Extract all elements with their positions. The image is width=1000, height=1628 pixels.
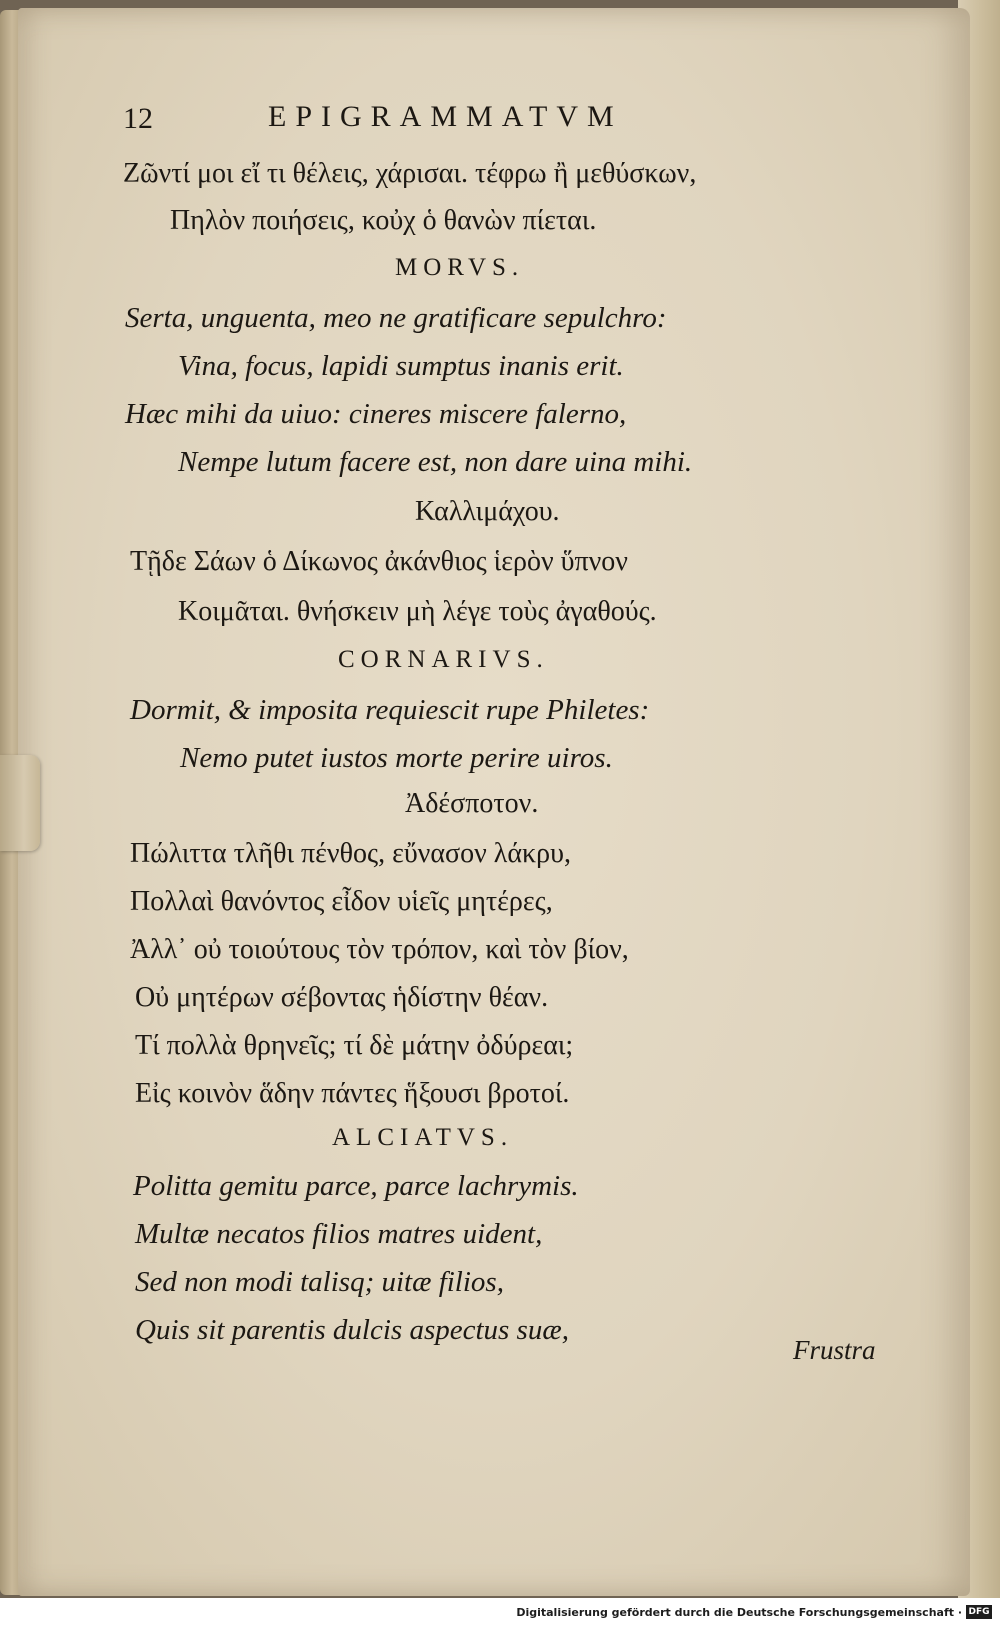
section-heading: Ἀδέσποτον. [405, 788, 539, 819]
section-heading: MORVS. [395, 254, 525, 281]
text-line: Sed non modi talisq; uitæ filios, [135, 1266, 504, 1298]
text-line: Hæc mihi da uiuo: cineres miscere falerno, [125, 398, 627, 430]
text-line: Πώλιττα τλῆθι πένθος, εὔνασον λάκρυ, [130, 838, 571, 869]
text-line: Ἀλλ᾽ οὐ τοιούτους τὸν τρόπον, καὶ τὸν βίον, [130, 934, 629, 965]
text-line: Quis sit parentis dulcis aspectus suæ, [135, 1314, 569, 1346]
text-line: Nempe lutum facere est, non dare uina mihi. [178, 446, 693, 478]
text-line: Dormit, & imposita requiescit rupe Philetes: [130, 694, 650, 726]
running-head: EPIGRAMMATVM [268, 100, 623, 133]
digitization-credit: Digitalisierung gefördert durch die Deutsche Forschungsgemeinschaft · [516, 1606, 962, 1619]
section-heading: Καλλιμάχου. [415, 496, 560, 527]
text-line: Serta, unguenta, meo ne gratificare sepulchro: [125, 302, 667, 334]
section-heading: ALCIATVS. [332, 1124, 514, 1151]
text-line: Πηλὸν ποιήσεις, κοὐχ ὁ θανὼν πίεται. [170, 205, 597, 236]
dfg-logo: DFG [966, 1605, 992, 1619]
section-heading: CORNARIVS. [338, 646, 549, 673]
text-line: Politta gemitu parce, parce lachrymis. [133, 1170, 579, 1202]
text-line: Multæ necatos filios matres uident, [135, 1218, 543, 1250]
text-line: Nemo putet iustos morte perire uiros. [180, 742, 613, 774]
page-clip-tab [0, 755, 40, 851]
page-number: 12 [123, 102, 153, 135]
text-line: Πολλαὶ θανόντος εἶδον υἱεῖς μητέρες, [130, 886, 553, 917]
text-line: Τῇδε Σάων ὁ Δίκωνος ἀκάνθιος ἱερὸν ὕπνον [130, 546, 628, 577]
text-line: Κοιμᾶται. θνήσκειν μὴ λέγε τοὺς ἀγαθούς. [178, 596, 657, 627]
text-line: Vina, focus, lapidi sumptus inanis erit. [178, 350, 624, 382]
text-line: Ζῶντί μοι εἴ τι θέλεις, χάρισαι. τέφρω ἢ μεθύσκων, [123, 158, 697, 189]
text-line: Οὐ μητέρων σέβοντας ἡδίστην θέαν. [135, 982, 549, 1013]
text-line: Εἰς κοινὸν ἅδην πάντες ἥξουσι βροτοί. [135, 1078, 570, 1109]
text-line: Τί πολλὰ θρηνεῖς; τί δὲ μάτην ὀδύρεαι; [135, 1030, 574, 1061]
catchword: Frustra [793, 1335, 876, 1365]
